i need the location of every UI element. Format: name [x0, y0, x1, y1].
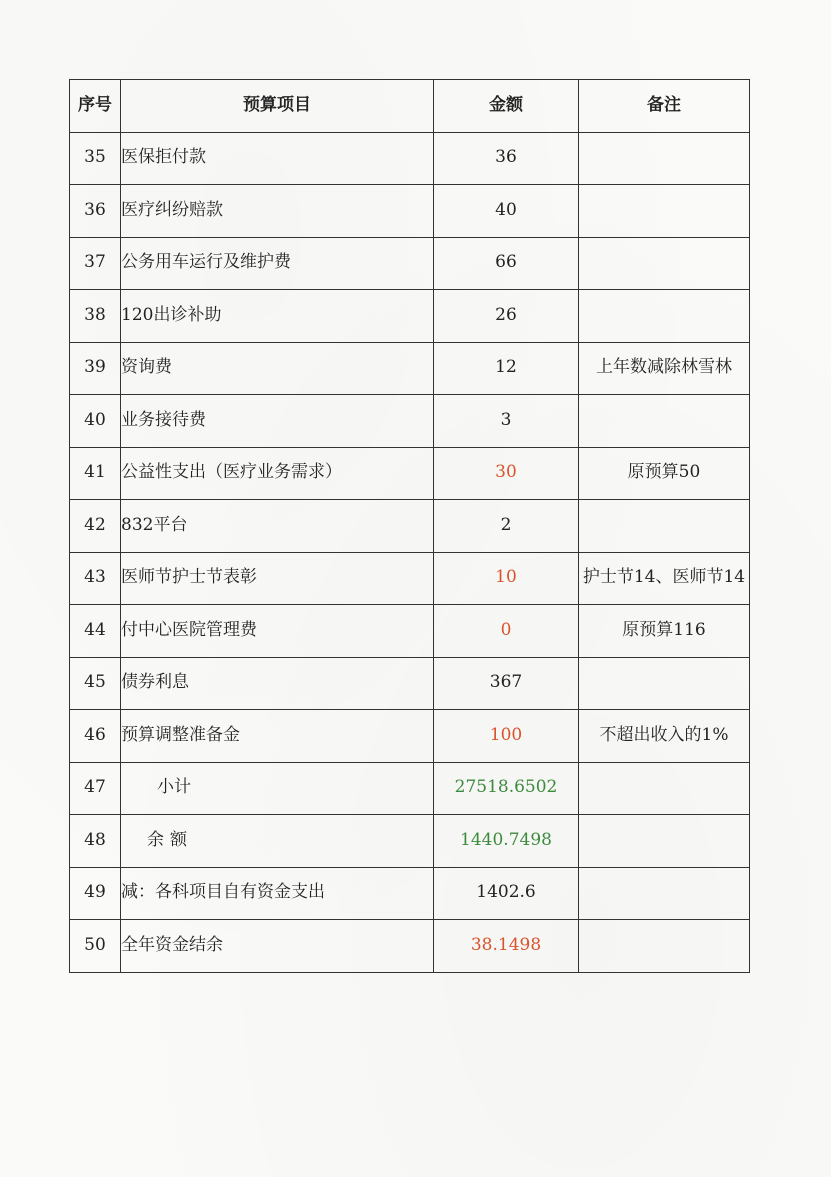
- table-row: [70, 657, 750, 710]
- row-amount: 27518.6502: [434, 762, 579, 815]
- header-note: 备注: [579, 80, 750, 133]
- row-amount: 12: [434, 342, 579, 395]
- row-note: [579, 132, 750, 185]
- row-note: [579, 762, 750, 815]
- row-no: 42: [70, 500, 121, 553]
- row-no: 40: [70, 395, 121, 448]
- table-row: [70, 290, 750, 343]
- row-amount: 367: [434, 657, 579, 710]
- row-note: 不超出收入的1%: [579, 710, 750, 763]
- row-item: 832平台: [121, 500, 434, 553]
- table-row: [70, 342, 750, 395]
- header-no: 序号: [70, 80, 121, 133]
- row-amount: 2: [434, 500, 579, 553]
- row-amount: 26: [434, 290, 579, 343]
- row-note: [579, 657, 750, 710]
- row-note: [579, 920, 750, 973]
- table-row: [70, 710, 750, 763]
- row-no: 48: [70, 815, 121, 868]
- table-row: [70, 185, 750, 238]
- row-no: 37: [70, 237, 121, 290]
- row-item: 医师节护士节表彰: [121, 552, 434, 605]
- table-row: [70, 132, 750, 185]
- header-amount: 金额: [434, 80, 579, 133]
- row-item: 资询费: [121, 342, 434, 395]
- row-no: 49: [70, 867, 121, 920]
- row-item: 小计: [121, 762, 434, 815]
- row-amount: 40: [434, 185, 579, 238]
- row-no: 36: [70, 185, 121, 238]
- row-no: 46: [70, 710, 121, 763]
- row-no: 35: [70, 132, 121, 185]
- row-note: [579, 290, 750, 343]
- table-row: [70, 815, 750, 868]
- row-amount: 1402.6: [434, 867, 579, 920]
- table-header-row: [70, 80, 750, 133]
- table-row: [70, 395, 750, 448]
- row-note: [579, 867, 750, 920]
- table-row: [70, 762, 750, 815]
- row-note: [579, 815, 750, 868]
- row-item: 医疗纠纷赔款: [121, 185, 434, 238]
- row-amount: 38.1498: [434, 920, 579, 973]
- row-note: [579, 395, 750, 448]
- row-note: 上年数减除林雪林: [579, 342, 750, 395]
- header-item: 预算项目: [121, 80, 434, 133]
- row-amount: 30: [434, 447, 579, 500]
- table-row: [70, 447, 750, 500]
- row-item: 减：各科项目自有资金支出: [121, 867, 434, 920]
- row-no: 47: [70, 762, 121, 815]
- row-amount: 100: [434, 710, 579, 763]
- budget-table: [69, 79, 750, 973]
- row-no: 39: [70, 342, 121, 395]
- table-row: [70, 920, 750, 973]
- row-item: 医保拒付款: [121, 132, 434, 185]
- row-note: [579, 500, 750, 553]
- row-item: 预算调整准备金: [121, 710, 434, 763]
- row-amount: 36: [434, 132, 579, 185]
- row-note: 原预算50: [579, 447, 750, 500]
- row-amount: 66: [434, 237, 579, 290]
- row-item: 业务接待费: [121, 395, 434, 448]
- row-amount: 1440.7498: [434, 815, 579, 868]
- row-no: 45: [70, 657, 121, 710]
- row-item: 120出诊补助: [121, 290, 434, 343]
- row-note: 护士节14、医师节14: [579, 552, 750, 605]
- row-amount: 10: [434, 552, 579, 605]
- row-item: 公益性支出（医疗业务需求）: [121, 447, 434, 500]
- row-amount: 3: [434, 395, 579, 448]
- row-no: 50: [70, 920, 121, 973]
- row-note: [579, 185, 750, 238]
- table-row: [70, 605, 750, 658]
- row-no: 38: [70, 290, 121, 343]
- table-row: [70, 500, 750, 553]
- row-note: 原预算116: [579, 605, 750, 658]
- row-item: 余额: [121, 815, 434, 868]
- row-item: 公务用车运行及维护费: [121, 237, 434, 290]
- row-no: 43: [70, 552, 121, 605]
- table-row: [70, 552, 750, 605]
- table-row: [70, 867, 750, 920]
- row-item: 付中心医院管理费: [121, 605, 434, 658]
- row-item: 全年资金结余: [121, 920, 434, 973]
- row-note: [579, 237, 750, 290]
- row-no: 41: [70, 447, 121, 500]
- row-amount: 0: [434, 605, 579, 658]
- row-no: 44: [70, 605, 121, 658]
- row-item: 债券利息: [121, 657, 434, 710]
- table-row: [70, 237, 750, 290]
